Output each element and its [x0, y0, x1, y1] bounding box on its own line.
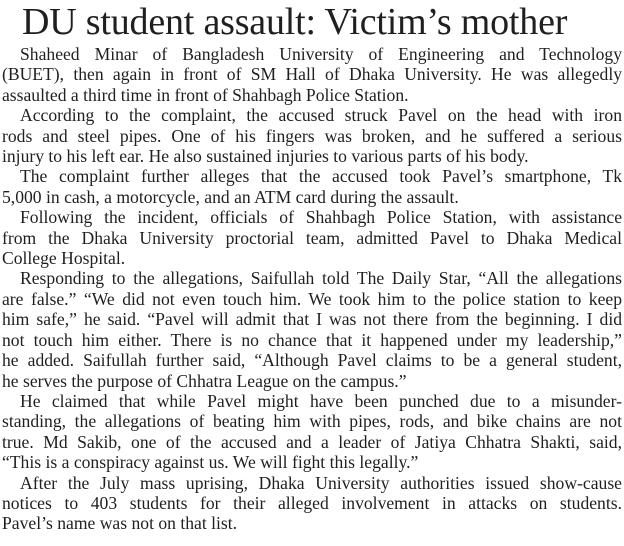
article-paragraph	[2, 207, 622, 268]
article-line: he added. Saifullah further said, “Although Pavel claims to be a general student,	[2, 350, 622, 371]
article-line: He claimed that while Pavel might have been punched due to a misunder-	[20, 390, 622, 411]
article-line: him safe,” he said. “Pavel will admit that I was not there from the beginning. I did	[2, 309, 622, 330]
article-line: According to the complaint, the accused struck Pavel on the head with iron	[20, 105, 622, 126]
article-line: Following the incident, officials of Shahbagh Police Station, with assistance	[20, 207, 622, 228]
article-paragraph	[2, 268, 622, 390]
article-line: (BUET), then again in front of SM Hall of Dhaka University. He was allegedly	[2, 64, 622, 85]
article-line: standing, the allegations of beating him with pipes, rods, and bike chains are not	[2, 411, 622, 432]
article-body	[0, 44, 624, 534]
article-paragraph	[2, 166, 622, 207]
article-line: notices to 403 students for their alleged involvement in attacks on students.	[2, 492, 622, 513]
article-line: rods and steel pipes. One of his fingers was broken, and he suffered a serious	[2, 125, 622, 146]
article-line: he serves the purpose of Chhatra League on the campus.”	[2, 370, 407, 391]
article-headline: DU student assault: Victim’s mother	[22, 1, 568, 43]
article-paragraph	[2, 473, 622, 534]
article-line: 5,000 in cash, a motorcycle, and an ATM card during the assault.	[2, 186, 459, 207]
article-paragraph	[2, 105, 622, 166]
article-line: “This is a conspiracy against us. We will fight this legally.”	[2, 452, 419, 473]
article-line: assaulted a third time in front of Shahbagh Police Station.	[2, 84, 409, 105]
article-line: Responding to the allegations, Saifullah told The Daily Star, “All the allegations	[20, 268, 622, 289]
article-paragraph	[2, 391, 622, 473]
article-line: injury to his left ear. He also sustained injuries to various parts of his body.	[2, 146, 529, 167]
newspaper-clipping	[0, 2, 624, 546]
article-line: College Hospital.	[2, 248, 126, 269]
article-line: from the Dhaka University proctorial team, admitted Pavel to Dhaka Medical	[2, 227, 622, 248]
article-line: The complaint further alleges that the accused took Pavel’s smartphone, Tk	[20, 166, 622, 187]
article-line: true. Md Sakib, one of the accused and a leader of Jatiya Chhatra Shakti, said,	[2, 431, 622, 452]
article-line: are false.” “We did not even touch him. We took him to the police station to keep	[2, 288, 622, 309]
article-line: Pavel’s name was not on that list.	[2, 513, 238, 534]
article-line: After the July mass uprising, Dhaka University authorities issued show-cause	[20, 472, 622, 493]
article-line: not touch him either. There is no chance that it happened under my leadership,”	[2, 329, 622, 350]
article-line: Shaheed Minar of Bangladesh University of Engineering and Technology	[20, 44, 622, 64]
article-paragraph	[2, 44, 622, 105]
